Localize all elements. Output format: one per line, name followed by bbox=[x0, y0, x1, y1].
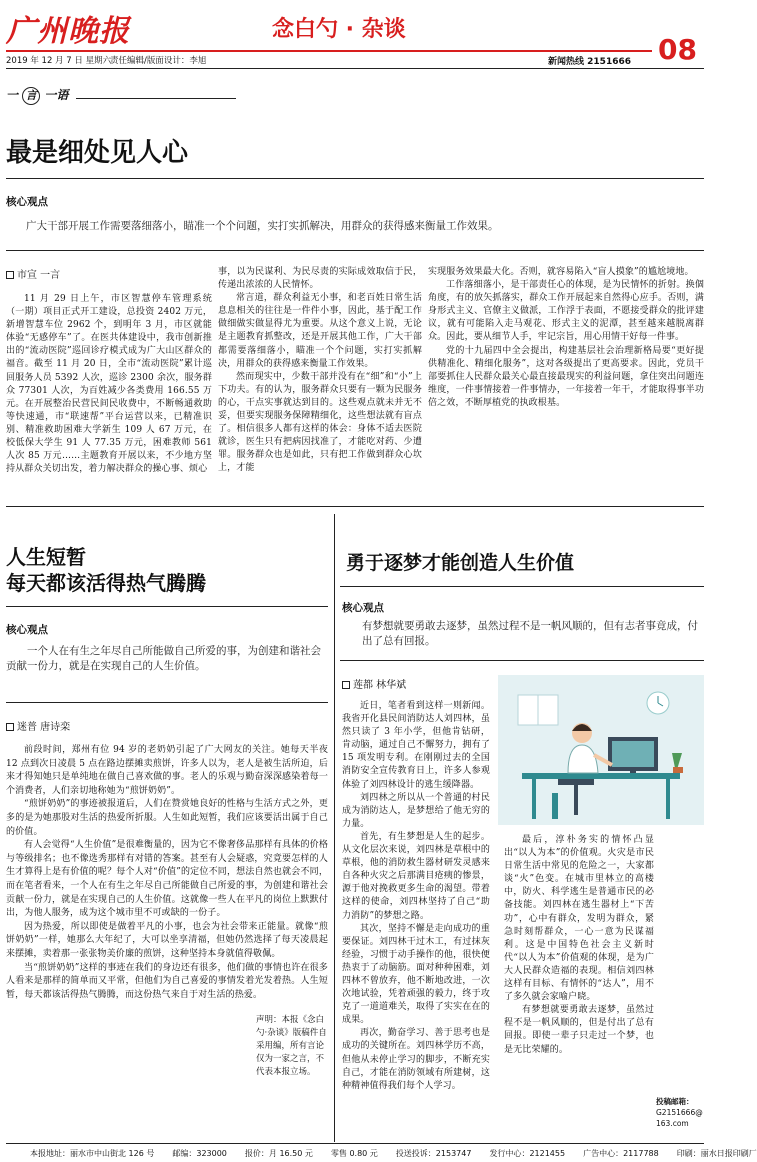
article2-byline: 迷普 唐诗栾 bbox=[6, 718, 70, 733]
submission-email bbox=[656, 1096, 703, 1129]
article1-col3-p1: 实现服务效果最大化。否则，就容易陷入“盲人摸象”的尴尬境地。 bbox=[428, 267, 694, 277]
article1-col2-p2: 常言道，群众利益无小事，和老百姓日常生活息息相关的往往是一件件小事，因此，基于配工作做细做实做显得尤为重要。从这个意义上说，无论是主题教育抓整改，还是开展其他工作，广大干部都需要落细落小，瞄准一个个问题，实打实抓解决，用群众的获得感来衡量工作效果。 bbox=[218, 293, 422, 369]
article3-col1-p5: 再次，勤奋学习、善于思考也是成功的关键所在。刘四林学历不高，但他从未停止学习的脚步，不断充实自己，才能在消防领域有所建树，这种精神值得我们每个人学习。 bbox=[342, 1028, 490, 1091]
article3-title: 勇于逐梦才能创造人生价值 bbox=[346, 552, 575, 574]
article1-col3-p2: 工作落细落小，是干部责任心的体现，是为民情怀的折射。换個角度，有的放矢抓落实，群众工作开展起来自然得心应手。否则，满身形式主义、官僚主义做派，工作浮于表面，不愿接受群众的批评建议，就有可能陷入走马观花、形式主义的泥潭，甚至越来越脱离群众。因此，要从细节人手，牢记宗旨，用心用情干好每一件事。 bbox=[428, 280, 704, 343]
submission-line1: G2151666@ bbox=[656, 1108, 703, 1117]
article2-p1: 前段时间，郑州有位 94 岁的老奶奶引起了广大网友的关注。她每天半夜 12 点到次日凌晨 5 点在路边摆摊卖煎饼，许多人以为，老人是被生活所迫，后来才得知她只是单纯地在做自己喜欢做的事。老人的乐观与勤奋深深感染着每一个消费者，人们亲切地称她为“煎饼奶奶”。 bbox=[6, 745, 328, 796]
newspaper-logo: 广州晚报 bbox=[6, 14, 130, 49]
office-worker-illustration bbox=[498, 675, 704, 825]
hotline bbox=[548, 54, 631, 67]
article2-p2: “煎饼奶奶”的事迹被报道后，人们在赞赏她良好的性格与生活方式之外，更多的是为她那股对生活的热爱所折服。人生如此短暂，我们应该要活出属于自己的价值。 bbox=[6, 799, 328, 837]
footer-postcode: 邮编：323000 bbox=[172, 1149, 227, 1158]
footer-complaint: 投送投诉：2153747 bbox=[395, 1149, 472, 1158]
article2-core-label: 核心观点 bbox=[6, 624, 48, 636]
date-line: 2019 年 12 月 7 日 星期六 bbox=[6, 56, 112, 66]
article2-p4: 因为热爱，所以即使是做着平凡的小事，也会为社会带来正能量。就像“煎饼奶奶”一样，她那么大年纪了，大可以坐享清福，但她仍然选择了每天凌晨起来摆摊，卖着那一张张物美价廉的煎饼，这种坚持本身就值得敬佩。 bbox=[6, 921, 328, 959]
article1-col2-p1: 事，以为民谋利、为民尽责的实际成效取信于民，传递出浓浓的人民情怀。 bbox=[218, 267, 422, 291]
submission-label: 投稿邮箱： bbox=[656, 1097, 694, 1106]
article1-byline: 市宣 一言 bbox=[6, 266, 60, 281]
article3-col1-p3: 首先，有生梦想是人生的起步。从文化层次来说，刘四林是草根中的草根，他的消防救生器材研发灵感来自各种火灾之后那满目疮痍的惨景，源于他对挽救更多生命的渴望。带着这样的使命，刘四林坚持了自己“助力消防”的梦想之路。 bbox=[342, 831, 490, 921]
byline-box-icon bbox=[6, 271, 14, 279]
article3-column-2 bbox=[504, 834, 654, 1057]
column-tag bbox=[6, 86, 68, 105]
footer-distribution: 发行中心：2121455 bbox=[489, 1149, 566, 1158]
footer-ads: 广告中心：2117788 bbox=[583, 1149, 659, 1158]
article3-col2-p1: 最后，淳朴务实的情怀凸显出“以人为本”的价值观。火灾是市民日常生活中常见的危险之一，大家都谈“火”色变。在城市里林立的高楼中，防火、科学逃生是普通市民的必备技能。刘四林在逃生器材上“下苦功”，心中有群众，发明为群众，紧急时刻帮群众，一心一意为民谋福利。这是中国特色社会主义新时代“以人为本”价值观的体现，是为广大人民群众造福的表现。相信刘四林这样有目标、有情怀的“达人”，用不了多久就会家喻户晓。 bbox=[504, 835, 654, 1003]
article2-p5: 当“煎饼奶奶”这样的事迹在我们的身边还有很多，他们做的事情也许在很多人看来是那样的简单而又平常，但他们为自己喜爱的事情发着光发着热。人生短暂，每天都该活得热气腾腾，而这份热气来自于对生活的热爱。 bbox=[6, 962, 328, 1000]
article1-col2-p3: 然而现实中，少数干部并没有在“细”和“小”上下功夫。有的认为，服务群众只要有一颗为民服务的心，干点实事就达到目的。这些观点就未并无不妥，但要实现服务保障精细化，这些想法就有盲点了。相信很多人都有这样的体会：身体不适去医院就诊，医生只有把病因找准了，才能吃对药、少遭罪。服务群众也是如此，只有把工作做到群众心坎上，才能 bbox=[218, 371, 422, 474]
footer-printer: 印刷：丽水日报印刷厂 bbox=[676, 1149, 757, 1158]
hotline-label: 新闻热线 bbox=[548, 57, 585, 67]
article2-summary: 一个人在有生之年尽自己所能做自己所爱的事，为创建和谐社会贡献一份力，就是在实现自己的人生价值。 bbox=[6, 645, 321, 672]
editorial-notice: 声明：本报《念白勺·杂谈》版稿件自采用编，所有言论仅为一家之言，不代表本报立场。 bbox=[256, 1015, 327, 1077]
footer-retail: 零售 0.80 元 bbox=[330, 1149, 378, 1158]
footer-address: 本报地址：丽水市中山街北 126 号 bbox=[30, 1149, 155, 1158]
article3-col2-p2: 有梦想就要勇敢去逐梦，虽然过程不是一帆风顺的，但是付出了总有回报。即使一辈子只走过一个梦，也是无比荣耀的。 bbox=[504, 1005, 654, 1055]
section-title: 念白勺 · 杂谈 bbox=[272, 17, 406, 42]
column-tag-right: 一语 bbox=[44, 88, 69, 102]
article3-summary: 有梦想就要勇敢去逐梦，虽然过程不是一帆风顺的，但有志者事竟成，付出了总有回报。 bbox=[362, 620, 698, 647]
article1-column-2 bbox=[218, 266, 422, 476]
article2-title bbox=[6, 544, 206, 596]
article3-col1-p1: 近日，笔者看到这样一则新闻。我省开化县民间消防达人刘四林，虽然只读了 3 年小学，但他肯钻研，肯动脑，通过自己不懈努力，拥有了 15 项发明专利。在刚刚过去的全国消防安全宣传教育日上，许多人参观体验了刘四林设计的逃生缓降器。 bbox=[342, 701, 490, 790]
article3-core-label: 核心观点 bbox=[342, 602, 384, 614]
article1-title: 最是细处见人心 bbox=[6, 138, 189, 168]
column-tag-left: 一 bbox=[6, 88, 19, 102]
page-number: 08 bbox=[658, 33, 697, 66]
article2-title-line2: 每天都该活得热气腾腾 bbox=[6, 571, 206, 595]
byline-box-icon bbox=[342, 681, 350, 689]
article1-col3-p3: 党的十九届四中全会提出，构建基层社会治理新格局要“更好提供精准化、精细化服务”，这对各级提出了更高要求。因此，党员干部要抓住人民群众最关心最直接最现实的利益问题，拿住突出问题连维度，一件事情接着一件事情办，一年接着一年干，才能取得事半功倍之效，不断厚植党的执政根基。 bbox=[428, 345, 704, 408]
article3-byline: 莲都 林华斌 bbox=[342, 676, 406, 691]
column-tag-circle: 言 bbox=[22, 87, 40, 105]
hotline-number: 2151666 bbox=[587, 57, 631, 67]
article2-body bbox=[6, 744, 328, 1002]
article1-column-1 bbox=[6, 293, 212, 476]
editor-line: 责任编辑/版面设计：李旭 bbox=[110, 56, 207, 66]
article3-col1-p2: 刘四林之所以从一个普通的村民成为消防达人，是梦想给了他无穷的力量。 bbox=[342, 792, 490, 829]
article1-col1-p1: 11 月 29 日上午，市区智慧停车管理系统（一期）项目正式开工建设，总投资 2402 万元，新增智慧车位 2962 个，到明年 3 月，市区就能体验“无感停车”了。在医共体建设中，我市创新推出的“流动医院”巡回诊疗模式成为广大山区群众的福音。截至 11 月 20 日，全市“流动医院”累计巡回服务人员 5392 人次，巡诊 2300 余次，服务群众 77301 人次，为百姓减少各类费用 166.55 万元。在开展整治民营民间民收费中，不断畅通救助等快速通，市“联速帮”平台运营以来，已精准识别、精准救助困难大学新生 109 人 67 万元，在校低保大学生 91 人 77.35 万元，困难教师 561 人次 85 万元……主题教育开展以来，不少地方坚持从群众关切出发，着力解决群众的操心事、烦心 bbox=[6, 294, 212, 475]
submission-line2: 163.com bbox=[656, 1119, 689, 1128]
article2-title-line1: 人生短暂 bbox=[6, 545, 86, 569]
footer bbox=[30, 1148, 757, 1159]
article3-column-1 bbox=[342, 700, 490, 1093]
article3-col1-p4: 其次，坚持不懈是走向成功的重要保证。刘四林干过木工，有过抹灰经验，习惯于动手操作的他，很快便热衷于了动脑筋。面对种种困难，刘四林不曾放弃，他不断地改进，一次次地试验，凭着顽强的毅力，终于攻克了一道道难关，取得了实实在在的成果。 bbox=[342, 923, 490, 1026]
article1-summary: 广大干部开展工作需要落细落小，瞄准一个个问题，实打实抓解决，用群众的获得感来衡量工作效果。 bbox=[26, 220, 499, 232]
article2-p3: 有人会觉得“人生价值”是很难衡量的，因为它不像奢侈品那样有具体的价格与等级排名；也不像选秀那样有对错的答案。甚至有人会疑惑，究竟要怎样的人生才算得上是有价值的呢？每个人对“价值”的定位不同，想法自然也就会不同，而在笔者看来，一个人在有生之年尽自己所能做自己所爱的事，为创建和谐社会贡献一份力，就是在实现自己的人生价值。这就像一些人在平凡的岗位上默默付出，为他人服务，成为这个城市里不可或缺的一份子。 bbox=[6, 840, 328, 919]
footer-price: 报价：月 16.50 元 bbox=[244, 1149, 313, 1158]
article1-core-label: 核心观点 bbox=[6, 196, 48, 208]
article1-column-3 bbox=[428, 266, 704, 410]
desk-worker-icon bbox=[498, 675, 704, 825]
byline-box-icon bbox=[6, 723, 14, 731]
